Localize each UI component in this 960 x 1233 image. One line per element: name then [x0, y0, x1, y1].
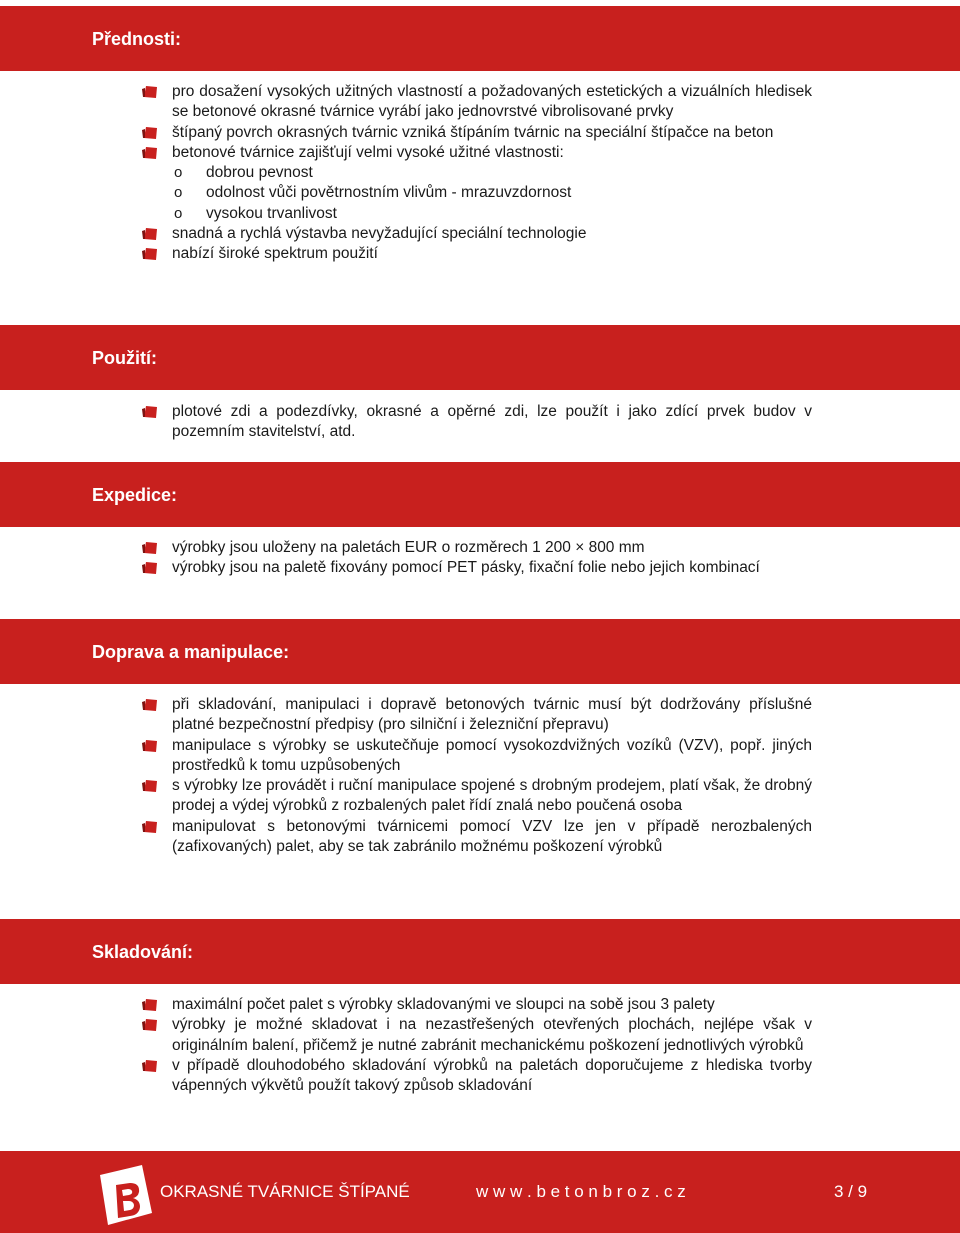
sub-bullet-marker: o [174, 164, 183, 182]
list-item: nabízí široké spektrum použití [140, 244, 812, 264]
red-square-bullet-icon [142, 126, 158, 140]
list-item: snadná a rychlá výstavba nevyžadující speciální technologie [140, 224, 812, 244]
sub-list-item: o dobrou pevnost [140, 163, 812, 183]
list-item: výrobky jsou uloženy na paletách EUR o rozměrech 1 200 × 800 mm [140, 538, 812, 558]
list-item: v případě dlouhodobého skladování výrobků na paletách doporučujeme z hlediska tvorby vápenných výkvětů použít takový způsob skladování [140, 1056, 812, 1097]
red-square-bullet-icon [142, 998, 158, 1012]
section-header-doprava [0, 619, 960, 684]
list-item: výrobky je možné skladovat i na nezastřešených otevřených plochách, nejlépe však v originálním balení, přičemž je nutné zabránit mechanickému poškození jednotlivých výrobků [140, 1015, 812, 1056]
red-square-bullet-icon [142, 820, 158, 834]
sub-bullet-marker: o [174, 184, 183, 202]
red-square-bullet-icon [142, 561, 158, 575]
list-item: maximální počet palet s výrobky skladovanými ve sloupci na sobě jsou 3 palety [140, 995, 812, 1015]
sub-list-item: o vysokou trvanlivost [140, 204, 812, 224]
red-square-bullet-icon [142, 1018, 158, 1032]
section-title: Expedice: [92, 485, 178, 505]
betonbroz-logo-icon [94, 1163, 154, 1227]
section-title: Použití: [92, 348, 157, 368]
red-square-bullet-icon [142, 698, 158, 712]
list-item: manipulace s výrobky se uskutečňuje pomocí vysokozdvižných vozíků (VZV), popř. jiných prostředků k tomu uzpůsobených [140, 736, 812, 777]
red-square-bullet-icon [142, 85, 158, 99]
red-square-bullet-icon [142, 405, 158, 419]
list-item: s výrobky lze provádět i ruční manipulace spojené s drobným prodejem, platí však, že drobný prodej a výdej výrobků z rozbalených palet řídí znalá nebo poučená osoba [140, 776, 812, 817]
red-square-bullet-icon [142, 739, 158, 753]
section-header-prednosti [0, 6, 960, 71]
footer-page-number: 3 / 9 [834, 1182, 868, 1201]
section-body-doprava [140, 695, 812, 857]
page-footer [0, 1151, 960, 1233]
section-header-skladovani [0, 919, 960, 984]
sub-bullet-marker: o [174, 204, 183, 222]
list-item: při skladování, manipulaci i dopravě betonových tvárnic musí být dodržovány příslušné platné bezpečnostní předpisy (pro silniční i železniční přepravu) [140, 695, 812, 736]
section-title: Doprava a manipulace: [92, 642, 290, 662]
section-body-skladovani [140, 995, 812, 1096]
section-header-expedice [0, 462, 960, 527]
red-square-bullet-icon [142, 146, 158, 160]
red-square-bullet-icon [142, 247, 158, 261]
red-square-bullet-icon [142, 1059, 158, 1073]
section-title: Přednosti: [92, 29, 182, 49]
list-item: betonové tvárnice zajišťují velmi vysoké užitné vlastnosti: [140, 143, 812, 163]
red-square-bullet-icon [142, 541, 158, 555]
section-body-prednosti [140, 82, 812, 265]
footer-website: w w w . b e t o n b r o z . c z [476, 1182, 686, 1201]
section-title: Skladování: [92, 942, 194, 962]
list-item: manipulovat s betonovými tvárnicemi pomocí VZV lze jen v případě nerozbalených (zafixovaných) palet, aby se tak zabránilo možnému poškození výrobků [140, 817, 812, 858]
red-square-bullet-icon [142, 227, 158, 241]
sub-list-item: o odolnost vůči povětrnostním vlivům - mrazuvzdornost [140, 183, 812, 203]
section-header-pouziti [0, 325, 960, 390]
red-square-bullet-icon [142, 779, 158, 793]
section-body-pouziti [140, 402, 812, 443]
section-body-expedice [140, 538, 812, 579]
list-item: plotové zdi a podezdívky, okrasné a opěrné zdi, lze použít i jako zdící prvek budov v pozemním stavitelství, atd. [140, 402, 812, 443]
footer-product-name: OKRASNÉ TVÁRNICE ŠTÍPANÉ [160, 1182, 410, 1201]
list-item: štípaný povrch okrasných tvárnic vzniká štípáním tvárnic na speciální štípačce na beton [140, 123, 812, 143]
list-item: výrobky jsou na paletě fixovány pomocí PET pásky, fixační folie nebo jejich kombinací [140, 558, 812, 578]
list-item: pro dosažení vysokých užitných vlastností a požadovaných estetických a vizuálních hledisek se betonové okrasné tvárnice vyrábí jako jednovrstvé vibrolisované prvky [140, 82, 812, 123]
